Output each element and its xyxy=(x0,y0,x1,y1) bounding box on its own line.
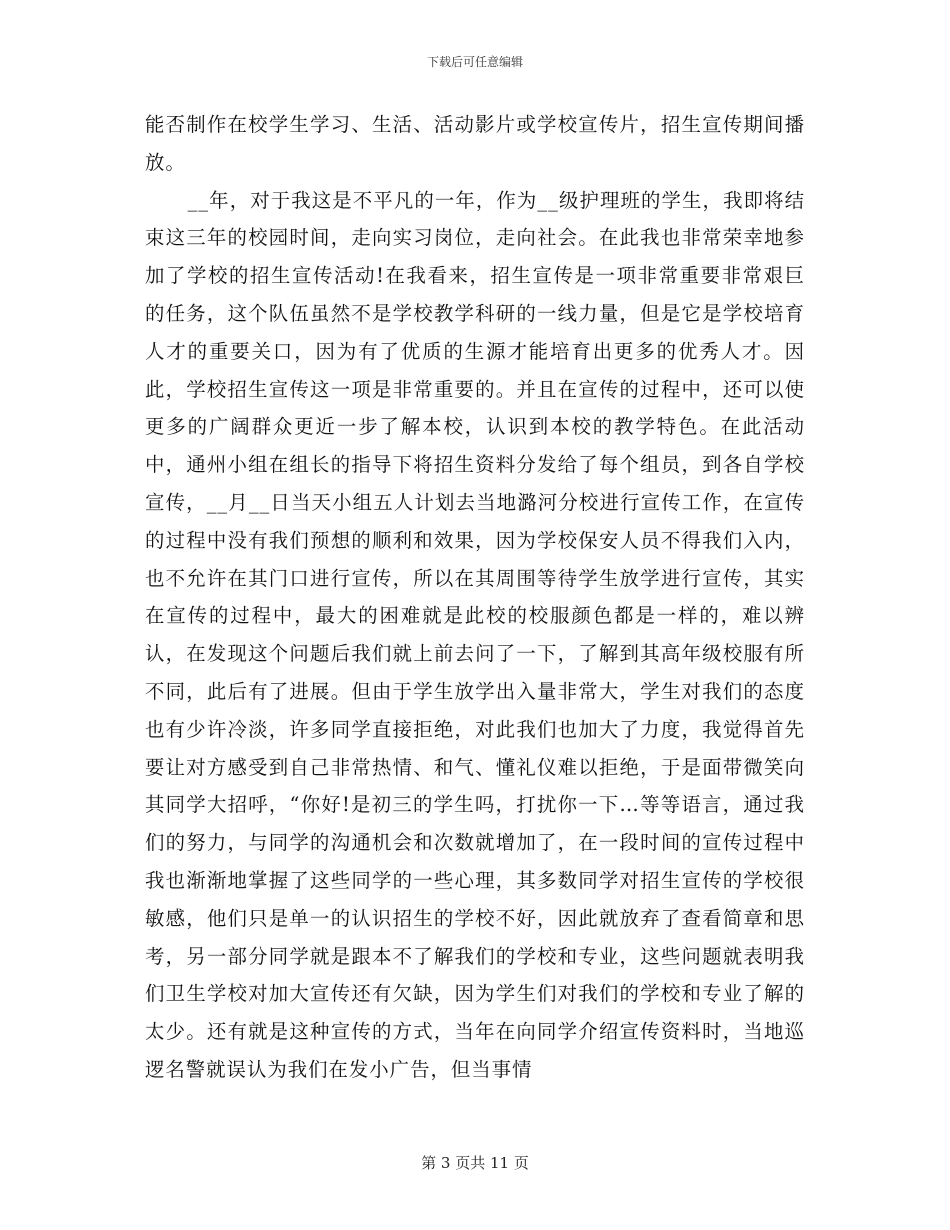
page-number-footer: 第 3 页共 11 页 xyxy=(421,1154,529,1172)
paragraph-continued: 能否制作在校学生学习、生活、活动影片或学校宣传片，招生宣传期间播放。 xyxy=(145,113,805,174)
page-header-note: 下载后可任意编辑 xyxy=(426,55,523,69)
document-body xyxy=(145,106,805,1089)
paragraph-main: __年，对于我这是不平凡的一年，作为__级护理班的学生，我即将结束这三年的校园时间，走向实习岗位，走向社会。在此我也非常荣幸地参加了学校的招生宣传活动!在我看来，招生宣传是一项非常重要非常艰巨的任务，这个队伍虽然不是学校教学科研的一线力量，但是它是学校培育人才的重要关口，因为有了优质的生源才能培育出更多的优秀人才。因此，学校招生宣传这一项是非常重要的。并且在宣传的过程中，还可以使更多的广阔群众更近一步了解本校，认识到本校的教学特色。在此活动中，通州小组在组长的指导下将招生资料分发给了每个组员，到各自学校宣传，__月__日当天小组五人计划去当地潞河分校进行宣传工作，在宣传的过程中没有我们预想的顺利和效果，因为学校保安人员不得我们入内，也不允许在其门口进行宣传，所以在其周围等待学生放学进行宣传，其实在宣传的过程中，最大的困难就是此校的校服颜色都是一样的，难以辨认，在发现这个问题后我们就上前去问了一下，了解到其高年级校服有所不同，此后有了进展。但由于学生放学出入量非常大，学生对我们的态度也有少许冷淡，许多同学直接拒绝，对此我们也加大了力度，我觉得首先要让对方感受到自己非常热情、和气、懂礼仪难以拒绝，于是面带微笑向其同学大招呼，“你好!是初三的学生吗，打扰你一下…等等语言，通过我们的努力，与同学的沟通机会和次数就增加了，在一段时间的宣传过程中我也渐渐地掌握了这些同学的一些心理，其多数同学对招生宣传的学校很敏感，他们只是单一的认识招生的学校不好，因此就放弃了查看简章和思考，另一部分同学就是跟本不了解我们的学校和专业，这些问题就表明我们卫生学校对加大宣传还有欠缺，因为学生们对我们的学校和专业了解的太少。还有就是这种宣传的方式，当年在向同学介绍宣传资料时，当地巡逻名警就误认为我们在发小广告，但当事情 xyxy=(145,188,805,1081)
